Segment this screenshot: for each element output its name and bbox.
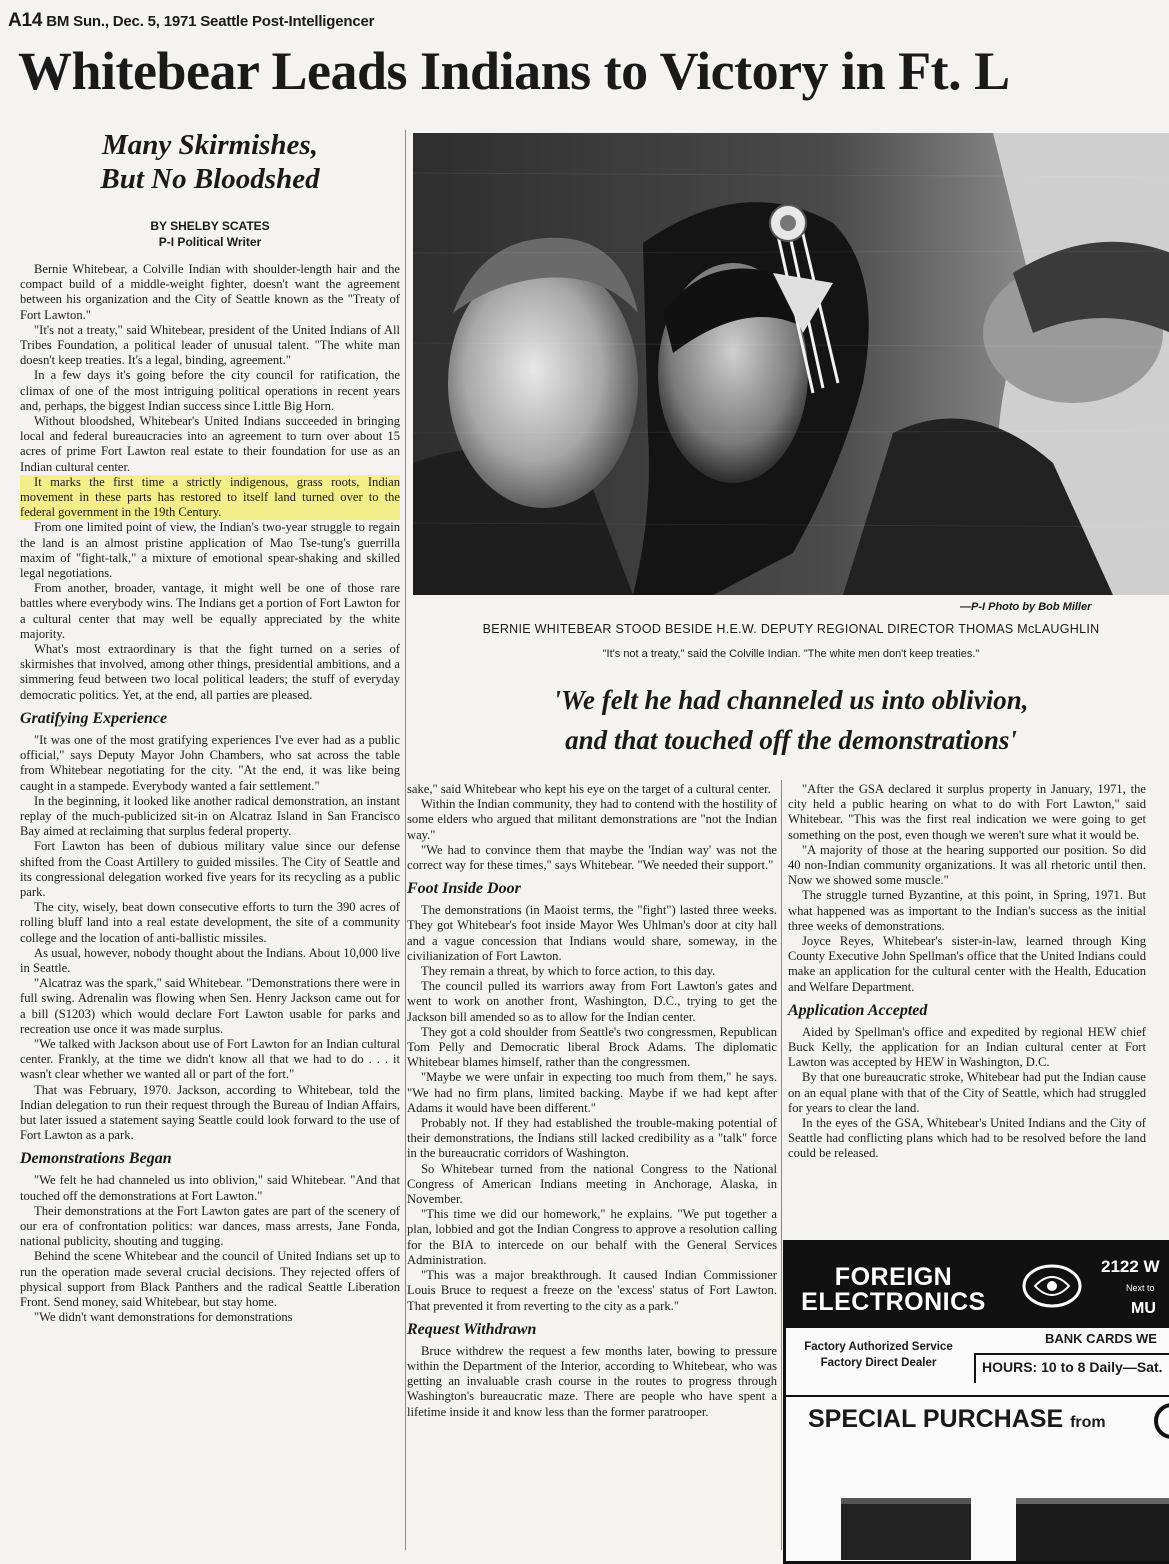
paragraph: "A majority of those at the hearing supported our position. So did 40 non-Indian community organizations. It was all rhetoric until then. Now we showed some muscle." <box>788 842 1146 888</box>
paragraph: "We talked with Jackson about use of Fort Lawton for an Indian cultural center. Frankly, at the time we didn't know all that we had to do . . . it wasn't clear whether we wanted all or part of the fort." <box>20 1036 400 1082</box>
subhead: Demonstrations Began <box>20 1150 172 1168</box>
headline: Whitebear Leads Indians to Victory in Ft. L <box>18 41 1010 101</box>
paragraph: "After the GSA declared it surplus property in January, 1971, the city held a public hearing on what to do with Fort Lawton," said Whitebear. "This was the first real indication we were going to get something on the post, even though we weren't sure what it would be. <box>788 782 1146 842</box>
ad-service-line-2: Factory Direct Dealer <box>820 1357 937 1369</box>
paragraph: They got a cold shoulder from Seattle's two congressmen, Republican Tom Pelly and Democratic liberal Brock Adams. The diplomatic Whitebear blames himself, rather than the congressmen. <box>407 1024 777 1070</box>
page-number: A14 <box>8 10 43 31</box>
byline <box>20 218 400 250</box>
ad-service-line-1: Factory Authorized Service <box>804 1341 953 1353</box>
ad-product-image <box>841 1498 971 1560</box>
ad-special-label: SPECIAL PURCHASE <box>808 1405 1064 1433</box>
pull-quote-line-2: and that touched off the demonstrations' <box>565 725 1017 755</box>
paragraph: So Whitebear turned from the national Congress to the National Congress of American Indians meeting in Anchorage, Alaska, in November. <box>407 1161 777 1207</box>
paragraph: In the beginning, it looked like another radical demonstration, an instant replay of the much-publicized sit-in on Alcatraz Island in San Francisco Bay aimed at reclaiming that surplus federal property. <box>20 793 400 839</box>
paragraph: "It's not a treaty," said Whitebear, president of the United Indians of All Tribes Foundation, a political leader of unusual talent. "The white man doesn't keep treaties. It's a legal, binding, agreement." <box>20 322 400 368</box>
ad-product-image <box>1016 1498 1169 1564</box>
paragraph: The council pulled its warriors away from Fort Lawton's gates and went to work on another front, Washington, D.C., trying to get the Jackson bill amended so as to allow for the Indian center. <box>407 979 777 1024</box>
article-column-3 <box>788 782 1146 1162</box>
deck-line-1: Many Skirmishes, <box>102 129 318 161</box>
paragraph: By that one bureaucratic stroke, Whitebear had put the Indian cause on an equal plane with that of the City of Seattle, which had struggled for years to clear the land. <box>788 1070 1146 1115</box>
paragraph: Bernie Whitebear, a Colville Indian with shoulder-length hair and the compact build of a middle-weight fighter, doesn't want the agreement between his organization and the City of Seattle known as the "Treaty of Fort Lawton." <box>20 262 400 322</box>
paragraph: In the eyes of the GSA, Whitebear's United Indians and the City of Seattle had conflicting plans which had to be resolved before the land could be released. <box>788 1116 1146 1161</box>
ad-brand-line-2: ELECTRONICS <box>801 1288 986 1316</box>
paragraph: Within the Indian community, they had to contend with the hostility of some elders who argued that militant demonstrations are "not the Indian way." <box>407 797 777 842</box>
ad-from-label: from <box>1070 1414 1106 1431</box>
subhead: Foot Inside Door <box>407 880 521 898</box>
column-rule <box>781 780 782 1550</box>
ad-brand <box>786 1265 1001 1315</box>
paragraph: sake," said Whitebear who kept his eye on the target of a cultural center. <box>407 782 771 796</box>
ad-logo-icon <box>1021 1263 1083 1309</box>
paragraph: "It was one of the most gratifying experiences I've ever had as a public official," says Deputy Mayor John Chambers, who sat across the table from Whitebear negotiating for the city. "At the end, it was like being caught in a stampede. Everybody wanted a fair settlement." <box>20 732 400 793</box>
paragraph: "We had to convince them that maybe the 'Indian way' was not the correct way for these times," says Whitebear. "We needed their support." <box>407 842 777 873</box>
paragraph: "This was a major breakthrough. It caused Indian Commissioner Louis Bruce to request a freeze on the 'excess' status of Fort Lawton. That prevented it from reverting to the city as a park." <box>407 1268 777 1313</box>
ad-header <box>786 1243 1169 1328</box>
paragraph: Their demonstrations at the Fort Lawton gates are part of the scenery of our era of confrontation politics: war dances, mass arrests, Jane Fonda, national publicity, shouting and tugging. <box>20 1203 400 1249</box>
article-column-2 <box>407 782 777 1420</box>
foreign-electronics-ad <box>783 1240 1169 1564</box>
ad-next-to: Next to <box>1126 1283 1155 1293</box>
paragraph: What's most extraordinary is that the fight turned on a series of skirmishes that involved, among other things, presidential ambitions, and a simmering feud between two local political leaders; the stuff of everyday democratic politics. Yet, at the end, all parties are pleased. <box>20 642 400 702</box>
paragraph: Aided by Spellman's office and expedited by regional HEW chief Buck Kelly, the application for an Indian cultural center at Fort Lawton was accepted by HEW in Washington, D.C. <box>788 1024 1146 1070</box>
paragraph: The city, wisely, beat down consecutive efforts to turn the 390 acres of rolling bluff land into a real estate development, the site of a community college and the location of anti-ballistic missiles. <box>20 900 400 945</box>
pull-quote-line-1: 'We felt he had channeled us into oblivion, <box>553 685 1029 715</box>
paragraph: "This time we did our homework," he explains. "We put together a plan, lobbied and got the Indian Congress to approve a resolution calling for the BIA to intercede on our behalf with the General Services Administration. <box>407 1207 777 1267</box>
news-photo <box>413 133 1169 595</box>
subhead: Gratifying Experience <box>20 709 168 727</box>
ad-special-purchase <box>786 1395 1169 1434</box>
paragraph: "Alcatraz was the spark," said Whitebear. "Demonstrations there were in full swing. Adrenalin was flowing when Sen. Henry Jackson came out for a bill (S1203) which would declare Fort Lawton usable for parks and recreation use once it was made surplus. <box>20 976 400 1036</box>
paragraph: The struggle turned Byzantine, at this point, in Spring, 1971. But what happened was as important to the Indian's success as the initial three weeks of demonstrations. <box>788 888 1146 933</box>
highlighted-paragraph: It marks the first time a strictly indigenous, grass roots, Indian movement in these parts has restored to itself land turned over to the federal government in the 19th Century. <box>20 474 400 520</box>
paragraph: That was February, 1970. Jackson, according to Whitebear, told the Indian delegation to run their request through the Bureau of Indian Affairs, but later issued a statement saying Seattle could look forward to the use of Fort Lawton as a park. <box>20 1082 400 1143</box>
photo-caption: BERNIE WHITEBEAR STOOD BESIDE H.E.W. DEPUTY REGIONAL DIRECTOR THOMAS McLAUGHLIN <box>482 622 1100 636</box>
paragraph: Without bloodshed, Whitebear's United Indians succeeded in bringing local and federal bureaucracies into an agreement to turn over about 15 acres of prime Fort Lawton real estate to their foundation for use as an Indian cultural center. <box>20 414 400 474</box>
paragraph: "Maybe we were unfair in expecting too much from them," he says. "We had no firm plans, limited backing. Maybe if we had kept after Adams it would have been different." <box>407 1070 777 1115</box>
paragraph: "We felt he had channeled us into oblivion," said Whitebear. "And that touched off the demonstrations at Fort Lawton." <box>20 1173 400 1203</box>
paper-name: Seattle Post-Intelligencer <box>200 13 375 30</box>
paragraph: As usual, however, nobody thought about the Indians. About 10,000 live in Seattle. <box>20 945 400 975</box>
byline-author: BY SHELBY SCATES <box>150 219 270 233</box>
ad-bank-cards: BANK CARDS WE <box>1045 1331 1157 1346</box>
issue-date: Sun., Dec. 5, 1971 <box>73 13 197 30</box>
subhead: Request Withdrawn <box>407 1320 537 1338</box>
paragraph: Fort Lawton has been of dubious military value since our defense shifted from the Coast Artillery to guided missiles. The City of Seattle and its congressional delegation worked five years for its recycling as a public park. <box>20 839 400 899</box>
photo-subcaption: "It's not a treaty," said the Colville Indian. "The white men don't keep treaties." <box>602 648 980 660</box>
photo-illustration <box>413 133 1169 595</box>
paragraph: Probably not. If they had established the trouble-making potential of their demonstrations, the Indians still lacked credibility as a "talk" force in the bureaucratic corridors of Washington. <box>407 1116 777 1161</box>
paragraph: They remain a threat, by which to force action, to this day. <box>421 964 716 979</box>
pull-quote <box>413 680 1169 760</box>
paragraph: From one limited point of view, the Indian's two-year struggle to regain the land is an almost pristine application of Mao Tse-tung's guerrilla maxim of "fight-talk," a mixture of emotional spear-shaking and skilled legal negotiations. <box>20 520 400 581</box>
ad-phone-prefix: MU <box>1131 1300 1156 1317</box>
paragraph: The demonstrations (in Maoist terms, the "fight") lasted three weeks. They got Whitebear's foot inside Mayor Wes Uhlman's door at city hall and a vague concession that Indians would share, someway, in the civilianization of Fort Lawton. <box>407 903 777 963</box>
folio-line <box>8 10 374 32</box>
edition: BM <box>46 13 70 30</box>
deck-line-2: But No Bloodshed <box>100 163 320 195</box>
subhead: Application Accepted <box>788 1001 928 1019</box>
paragraph: Bruce withdrew the request a few months later, bowing to pressure within the Department of the Interior, according to Whitebear, who was getting an invaluable crash course in the routes to progress through Washington's bureaucratic maze. There are people who have spent a lifetime inside it and know less than the former paratrooper. <box>407 1343 777 1419</box>
paragraph: "We didn't want demonstrations for demonstrations <box>34 1310 293 1325</box>
byline-title: P-I Political Writer <box>158 235 262 249</box>
deck <box>20 128 400 196</box>
paragraph: From another, broader, vantage, it might well be one of those rare battles where everybody wins. The Indians get a portion of Fort Lawton for a cultural center that may well be equally appreciated by the white majority. <box>20 581 400 641</box>
photo-credit: —P-I Photo by Bob Miller <box>960 601 1092 613</box>
paragraph: Joyce Reyes, Whitebear's sister-in-law, learned through King County Executive John Spellman's office that the United Indians could make an application for the cultural center with the Health, Education and Welfare Department. <box>788 934 1146 994</box>
paragraph: In a few days it's going before the city council for ratification, the climax of one of the most intriguing political operations in recent years and, perhaps, the biggest Indian success since Little Big Horn. <box>20 368 400 413</box>
article-column-1 <box>20 262 400 1325</box>
column-rule <box>405 130 406 1550</box>
ad-service <box>786 1339 971 1371</box>
ad-brand-line-1: FOREIGN <box>834 1263 953 1291</box>
paragraph: Behind the scene Whitebear and the council of United Indians set up to run the operation made several crucial decisions. They rejected offers of physical support from Black Panthers and the radical Seattle Liberation Front. Send money, said Whitebear, but stay home. <box>20 1249 400 1309</box>
ad-address: 2122 W <box>1101 1257 1160 1276</box>
ad-hours: HOURS: 10 to 8 Daily—Sat. <box>974 1353 1169 1383</box>
